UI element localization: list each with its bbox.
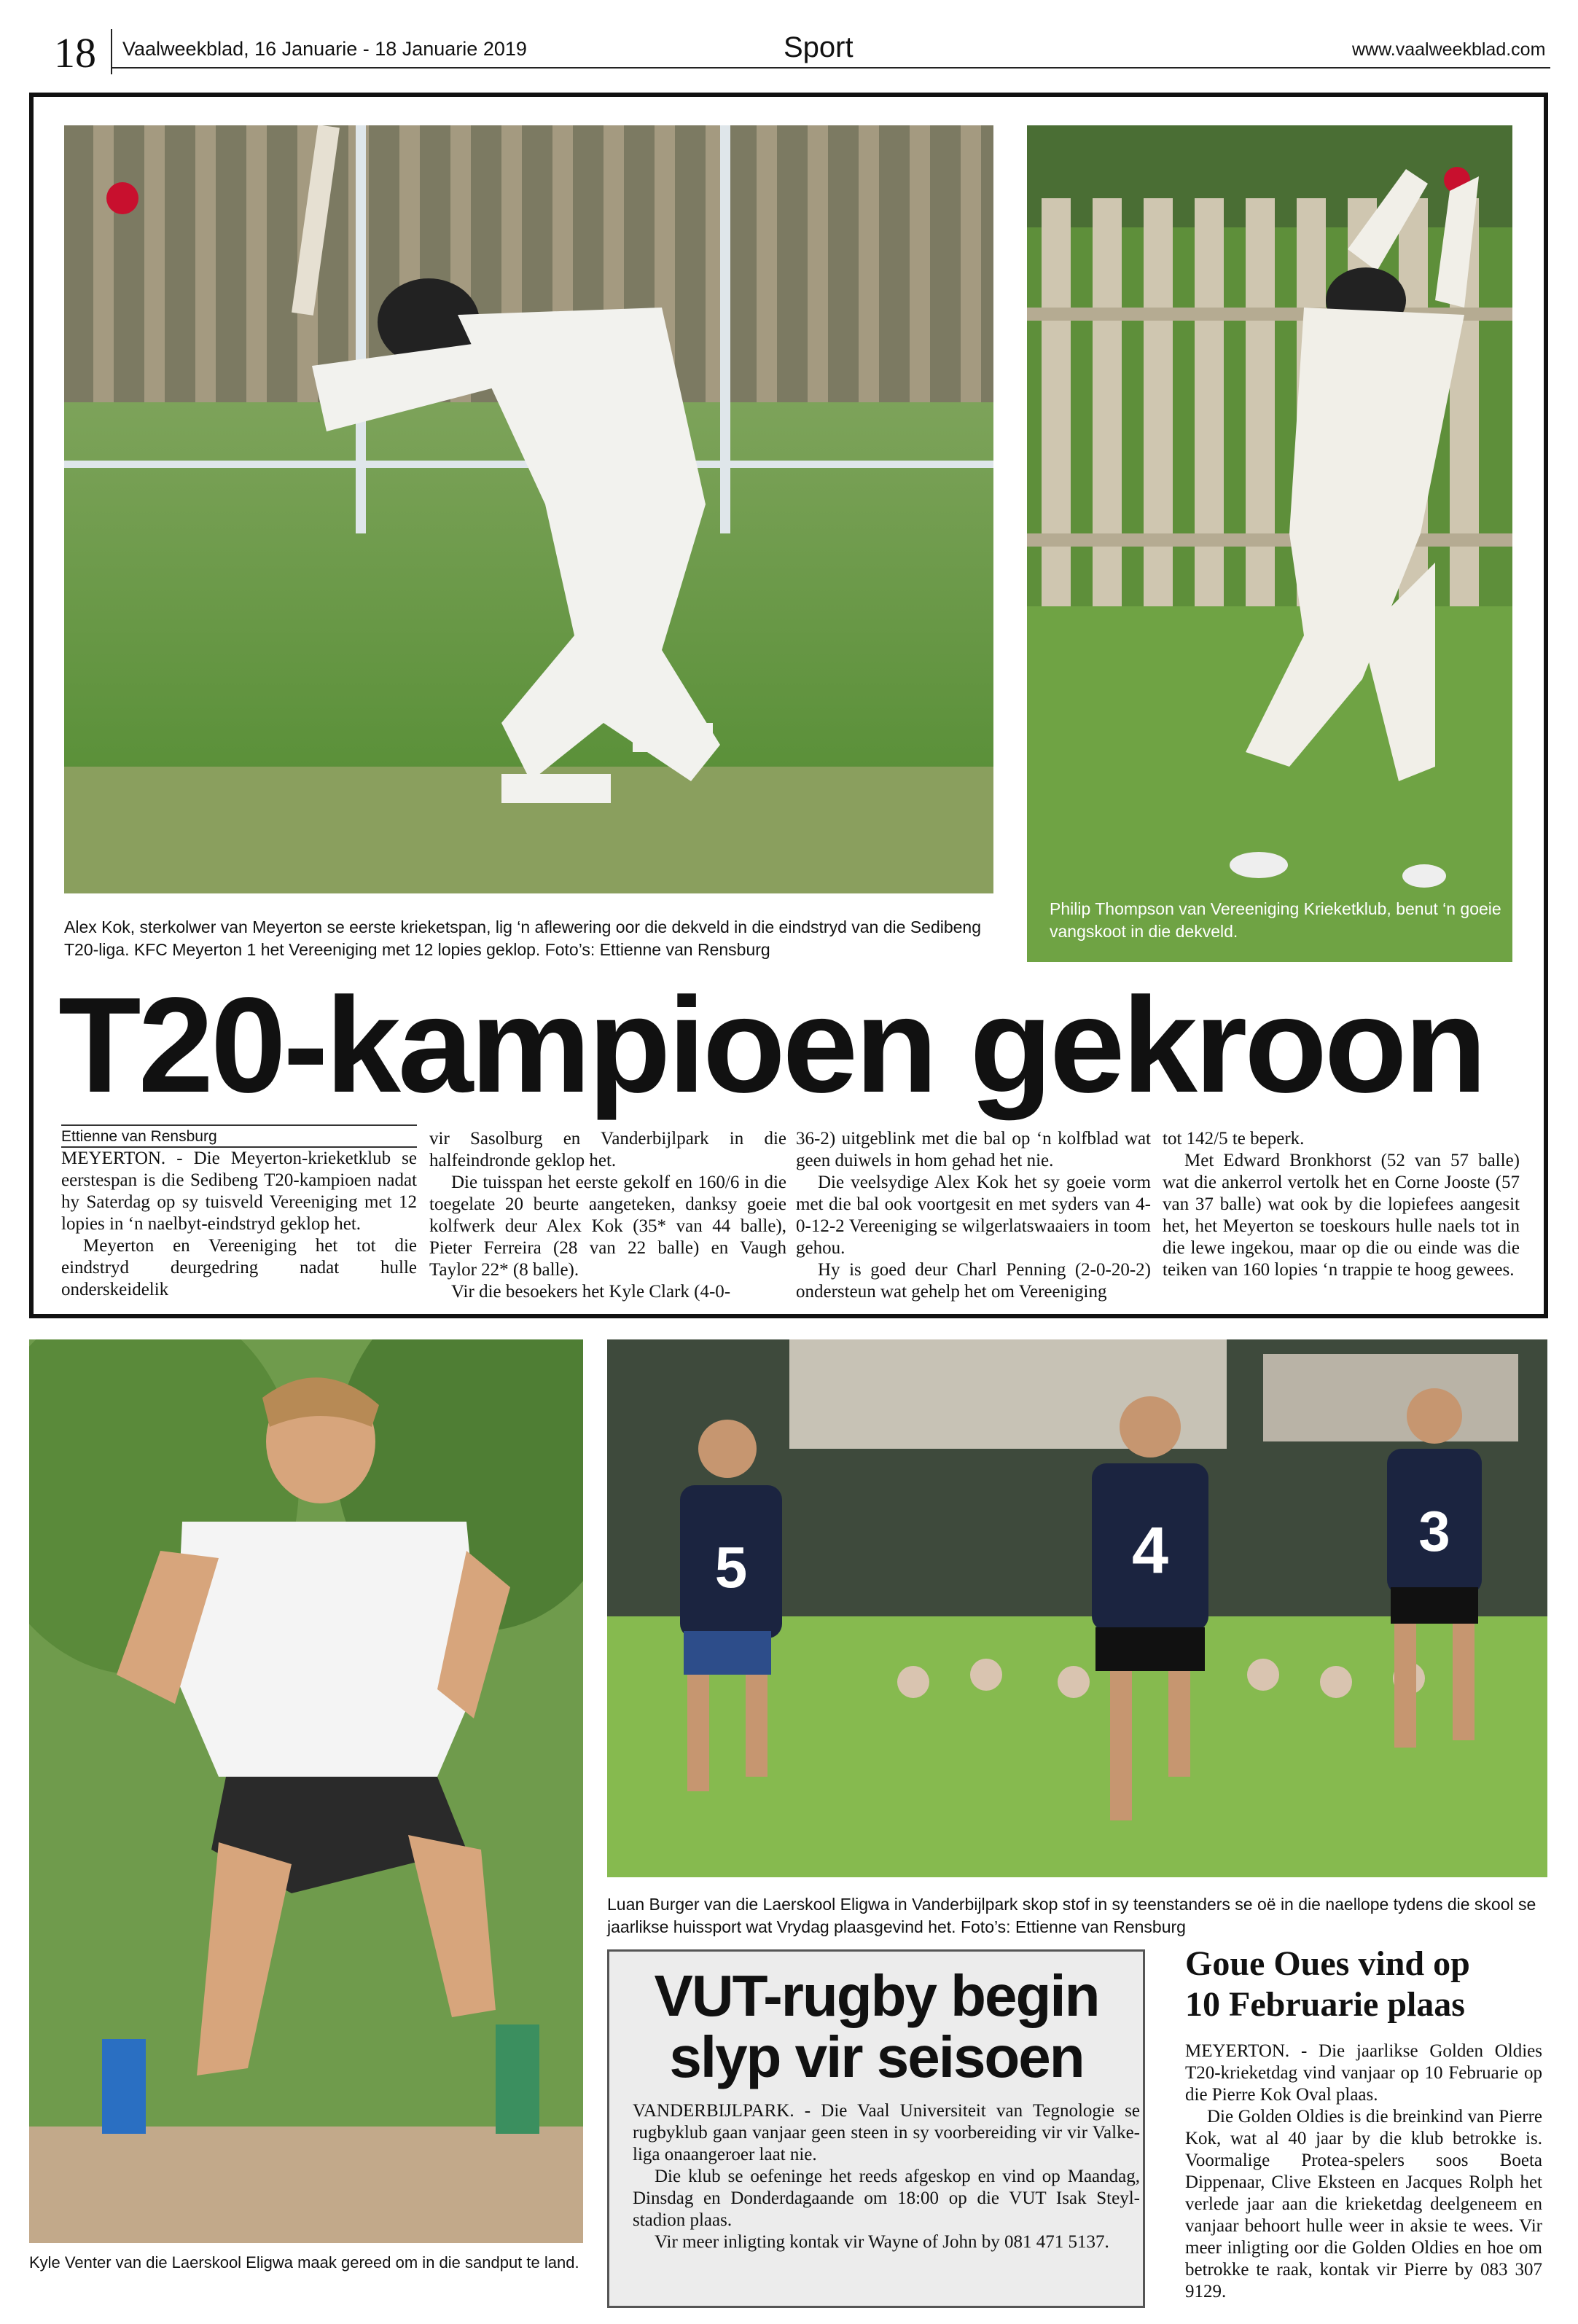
- vut-paragraph-1: VANDERBIJLPARK. - Die Vaal Universiteit van Tegnologie se rugbyklub gaan vanjaar geen steen in sy voorbereiding vir vir Valke-liga onaangeroer laat nie.: [633, 2101, 1140, 2164]
- goue-paragraph-1: MEYERTON. - Die jaarlikse Golden Oldies T20-krieketdag vind vanjaar op 10 Februarie op die Pierre Kok Oval plaas.: [1185, 2041, 1542, 2105]
- article-column-2: [429, 1128, 786, 1303]
- runner-number-3: 3: [1418, 1499, 1450, 1563]
- vut-headline: [616, 1965, 1137, 2088]
- column-4-paragraph-2: Met Edward Bronkhorst (52 van 57 balle) wat die ankerrol vertolk het en Corne Jooste (57 van 37 balle) wat ook by die lopiefees aangesit het, het Meyerton se toeskours hulle naels tot in die lewe ingekou, maar op die ou einde was die teiken van 160 lopies ‘n trappie te hoog gewees.: [1163, 1151, 1520, 1280]
- vut-headline-line-1: VUT-rugby begin: [654, 1963, 1099, 2028]
- long-jump-caption: Kyle Venter van die Laerskool Eligwa maak gereed om in die sandput te land.: [29, 2253, 579, 2272]
- goue-oues-article-body: [1185, 2041, 1542, 2303]
- batsman-photo-caption: Alex Kok, sterkolwer van Meyerton se eerste krieketspan, lig ‘n aflewering oor die dekveld in die eindstryd van die Sedibeng T20-liga. KFC Meyerton 1 het Vereeniging met 12 lopies geklop. Foto’s: Ettienne van Rensburg: [64, 918, 982, 959]
- column-1-paragraph-2: Meyerton en Vereeniging het tot die eindstryd deurgedring nadat hulle onderskeidelik: [61, 1236, 417, 1299]
- main-headline: T20-kampioen gekroon: [58, 970, 1485, 1121]
- publication-date: Vaalweekblad, 16 Januarie - 18 Januarie 2019: [122, 38, 527, 60]
- goue-paragraph-2: Die Golden Oldies is die breinkind van Pierre Kok, wat al 40 jaar by die klub betrokke is. Voormalige Protea-spelers soos Boeta Dippenaar, Clive Eksteen en Jacques Rolph het verlede jaar aan die krieketdag deelgeneem en vanjaar behoort hulle weer in aksie te wees. Vir meer inligting oor die Golden Oldies en hoe om betrokke te raak, kontak vir Pierre by 083 307 9129.: [1185, 2107, 1542, 2301]
- column-3-paragraph-3: Hy is goed deur Charl Penning (2-0-20-2) ondersteun wat gehelp het om Vereeniging: [796, 1260, 1151, 1302]
- fielder-photo: [1027, 125, 1512, 962]
- column-3-paragraph-2: Die veelsydige Alex Kok het sy goeie vorm met die bal ook voortgesit en met syders van 4-0-12-2 Vereeniging se wilgerlatswaaiers in toom gehou.: [796, 1173, 1151, 1258]
- column-2-paragraph-2: Die tuisspan het eerste gekolf en 160/6 in die toegelate 20 beurte aangeteken, danksy goeie kolfwerk deur Alex Kok (35* van 44 balle), Pieter Ferreira (28 van 22 balle) en Vaugh Taylor 22* (8 balle).: [429, 1173, 786, 1280]
- website-link[interactable]: www.vaalweekblad.com: [1352, 39, 1546, 60]
- byline: Ettienne van Rensburg: [61, 1124, 417, 1148]
- column-2-paragraph-3: Vir die besoekers het Kyle Clark (4-0-: [451, 1282, 731, 1302]
- batsman-photo: [64, 125, 993, 893]
- fielder-photo-caption: Philip Thompson van Vereeniging Krieketklub, benut ‘n goeie vangskoot in die dekveld.: [1050, 899, 1501, 941]
- page-number: 18: [54, 29, 96, 77]
- column-2-paragraph-1: vir Sasolburg en Vanderbijlpark in die halfeindronde geklop het.: [429, 1129, 786, 1170]
- runner-number-5: 5: [714, 1535, 748, 1600]
- column-1-paragraph-1: MEYERTON. - Die Meyerton-krieketklub se eerstespan is die Sedibeng T20-kampioen nadat hy Saterdag op sy tuisveld Vereeniging met 12 lopies in ‘n naelbyt-eindstryd geklop het.: [61, 1149, 417, 1234]
- section-title: Sport: [784, 31, 854, 63]
- vut-headline-line-2: slyp vir seisoen: [669, 2024, 1084, 2089]
- goue-oues-headline: [1185, 1944, 1542, 2025]
- vut-article-body: [633, 2100, 1140, 2253]
- article-column-1: [61, 1124, 417, 1301]
- goue-headline-line-2: 10 Februarie plaas: [1185, 1985, 1465, 2024]
- column-4-paragraph-1: tot 142/5 te beperk.: [1163, 1129, 1305, 1149]
- column-3-paragraph-1: 36-2) uitgeblink met die bal op ‘n kolfblad wat geen duiwels in hom gehad het nie.: [796, 1129, 1151, 1170]
- long-jump-photo: [29, 1339, 583, 2243]
- article-column-4: [1163, 1128, 1520, 1281]
- sprint-race-photo: [607, 1339, 1547, 1877]
- goue-headline-line-1: Goue Oues vind op: [1185, 1944, 1470, 1983]
- sprint-race-caption: Luan Burger van die Laerskool Eligwa in Vanderbijlpark skop stof in sy teenstanders se oë in die naellope tydens die skool se jaarlikse huissport wat Vrydag plaasgevind het. Foto’s: Ettienne van Rensburg: [607, 1895, 1536, 1936]
- runner-number-4: 4: [1131, 1514, 1169, 1587]
- article-column-3: [796, 1128, 1151, 1303]
- vut-paragraph-3: Vir meer inligting kontak vir Wayne of John by 081 471 5137.: [655, 2232, 1109, 2252]
- header-rule: [111, 67, 1550, 69]
- vut-paragraph-2: Die klub se oefeninge het reeds afgeskop en vind op Maandag, Dinsdag en Donderdagaande om 18:00 op die VUT Isak Steyl-stadion plaas.: [633, 2167, 1140, 2230]
